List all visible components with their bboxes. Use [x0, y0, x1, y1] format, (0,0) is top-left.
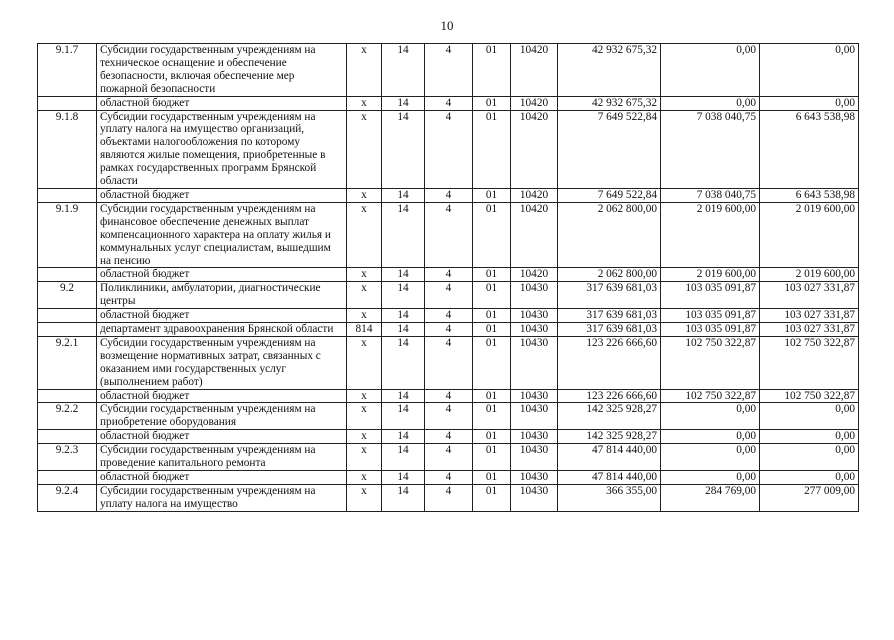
pr-code-cell: 4 — [425, 110, 473, 188]
amount-1-cell: 142 325 928,27 — [558, 430, 661, 444]
kv-code-cell: х — [347, 336, 382, 389]
cs-code-cell: 10430 — [511, 336, 558, 389]
amount-1-cell: 7 649 522,84 — [558, 188, 661, 202]
rz-code-cell: 14 — [382, 282, 425, 309]
cs-code-cell: 10430 — [511, 282, 558, 309]
st-code-cell: 01 — [473, 323, 511, 337]
rz-code-cell: 14 — [382, 188, 425, 202]
pr-code-cell: 4 — [425, 282, 473, 309]
kv-code-cell: х — [347, 430, 382, 444]
st-code-cell: 01 — [473, 268, 511, 282]
st-code-cell: 01 — [473, 403, 511, 430]
row-number-cell — [38, 309, 97, 323]
rz-code-cell: 14 — [382, 202, 425, 268]
row-number-cell — [38, 471, 97, 485]
pr-code-cell: 4 — [425, 389, 473, 403]
rz-code-cell: 14 — [382, 336, 425, 389]
amount-1-cell: 42 932 675,32 — [558, 96, 661, 110]
amount-3-cell: 102 750 322,87 — [760, 389, 859, 403]
pr-code-cell: 4 — [425, 444, 473, 471]
row-number-cell — [38, 430, 97, 444]
cs-code-cell: 10430 — [511, 403, 558, 430]
amount-2-cell: 0,00 — [661, 471, 760, 485]
amount-2-cell: 102 750 322,87 — [661, 336, 760, 389]
amount-1-cell: 317 639 681,03 — [558, 309, 661, 323]
kv-code-cell: х — [347, 484, 382, 511]
cs-code-cell: 10420 — [511, 202, 558, 268]
st-code-cell: 01 — [473, 44, 511, 97]
rz-code-cell: 14 — [382, 471, 425, 485]
row-number-cell: 9.2.3 — [38, 444, 97, 471]
pr-code-cell: 4 — [425, 484, 473, 511]
kv-code-cell: х — [347, 403, 382, 430]
row-name-cell: областной бюджет — [97, 389, 347, 403]
cs-code-cell: 10430 — [511, 323, 558, 337]
amount-1-cell: 317 639 681,03 — [558, 323, 661, 337]
kv-code-cell: х — [347, 96, 382, 110]
amount-2-cell: 0,00 — [661, 96, 760, 110]
cs-code-cell: 10420 — [511, 44, 558, 97]
st-code-cell: 01 — [473, 309, 511, 323]
pr-code-cell: 4 — [425, 309, 473, 323]
row-name-cell: Поликлиники, амбулатории, диагностические центры — [97, 282, 347, 309]
rz-code-cell: 14 — [382, 44, 425, 97]
amount-1-cell: 42 932 675,32 — [558, 44, 661, 97]
kv-code-cell: х — [347, 282, 382, 309]
rz-code-cell: 14 — [382, 96, 425, 110]
st-code-cell: 01 — [473, 336, 511, 389]
row-number-cell: 9.2.1 — [38, 336, 97, 389]
table-row — [38, 484, 859, 511]
amount-3-cell: 103 027 331,87 — [760, 309, 859, 323]
row-name-cell: областной бюджет — [97, 268, 347, 282]
kv-code-cell: х — [347, 202, 382, 268]
amount-2-cell: 103 035 091,87 — [661, 282, 760, 309]
amount-1-cell: 7 649 522,84 — [558, 110, 661, 188]
kv-code-cell: х — [347, 309, 382, 323]
row-number-cell — [38, 268, 97, 282]
table-row — [38, 336, 859, 389]
amount-3-cell: 2 019 600,00 — [760, 202, 859, 268]
st-code-cell: 01 — [473, 282, 511, 309]
kv-code-cell: х — [347, 389, 382, 403]
st-code-cell: 01 — [473, 471, 511, 485]
pr-code-cell: 4 — [425, 202, 473, 268]
st-code-cell: 01 — [473, 202, 511, 268]
row-number-cell: 9.1.9 — [38, 202, 97, 268]
amount-2-cell: 0,00 — [661, 403, 760, 430]
amount-1-cell: 123 226 666,60 — [558, 389, 661, 403]
cs-code-cell: 10430 — [511, 430, 558, 444]
amount-3-cell: 0,00 — [760, 403, 859, 430]
amount-2-cell: 7 038 040,75 — [661, 188, 760, 202]
cs-code-cell: 10420 — [511, 110, 558, 188]
pr-code-cell: 4 — [425, 403, 473, 430]
row-name-cell: областной бюджет — [97, 471, 347, 485]
table-row — [38, 389, 859, 403]
amount-1-cell: 317 639 681,03 — [558, 282, 661, 309]
amount-3-cell: 0,00 — [760, 471, 859, 485]
cs-code-cell: 10420 — [511, 268, 558, 282]
row-name-cell: областной бюджет — [97, 96, 347, 110]
table-row — [38, 309, 859, 323]
pr-code-cell: 4 — [425, 188, 473, 202]
row-number-cell — [38, 188, 97, 202]
pr-code-cell: 4 — [425, 268, 473, 282]
rz-code-cell: 14 — [382, 323, 425, 337]
row-number-cell — [38, 323, 97, 337]
amount-3-cell: 277 009,00 — [760, 484, 859, 511]
row-number-cell — [38, 96, 97, 110]
table-row — [38, 96, 859, 110]
budget-table — [37, 43, 859, 512]
row-name-cell: областной бюджет — [97, 188, 347, 202]
st-code-cell: 01 — [473, 430, 511, 444]
amount-3-cell: 2 019 600,00 — [760, 268, 859, 282]
amount-2-cell: 2 019 600,00 — [661, 202, 760, 268]
amount-2-cell: 102 750 322,87 — [661, 389, 760, 403]
pr-code-cell: 4 — [425, 336, 473, 389]
amount-3-cell: 0,00 — [760, 430, 859, 444]
amount-3-cell: 103 027 331,87 — [760, 282, 859, 309]
amount-2-cell: 0,00 — [661, 444, 760, 471]
amount-3-cell: 103 027 331,87 — [760, 323, 859, 337]
row-number-cell — [38, 389, 97, 403]
amount-1-cell: 123 226 666,60 — [558, 336, 661, 389]
amount-1-cell: 47 814 440,00 — [558, 444, 661, 471]
amount-2-cell: 284 769,00 — [661, 484, 760, 511]
table-row — [38, 471, 859, 485]
cs-code-cell: 10430 — [511, 471, 558, 485]
row-name-cell: областной бюджет — [97, 430, 347, 444]
row-name-cell: областной бюджет — [97, 309, 347, 323]
cs-code-cell: 10430 — [511, 309, 558, 323]
rz-code-cell: 14 — [382, 430, 425, 444]
cs-code-cell: 10420 — [511, 96, 558, 110]
st-code-cell: 01 — [473, 444, 511, 471]
page-number: 10 — [440, 18, 454, 33]
st-code-cell: 01 — [473, 110, 511, 188]
amount-3-cell: 0,00 — [760, 444, 859, 471]
kv-code-cell: х — [347, 188, 382, 202]
pr-code-cell: 4 — [425, 430, 473, 444]
cs-code-cell: 10430 — [511, 484, 558, 511]
amount-1-cell: 366 355,00 — [558, 484, 661, 511]
table-row — [38, 44, 859, 97]
pr-code-cell: 4 — [425, 96, 473, 110]
rz-code-cell: 14 — [382, 309, 425, 323]
row-name-cell: Субсидии государственным учреждениям на приобретение оборудования — [97, 403, 347, 430]
row-name-cell: Субсидии государственным учреждениям на возмещение нормативных затрат, связанных с оказанием ими государственных услуг (выполнением работ) — [97, 336, 347, 389]
table-row — [38, 403, 859, 430]
row-number-cell: 9.2.4 — [38, 484, 97, 511]
row-number-cell: 9.1.7 — [38, 44, 97, 97]
table-body — [38, 44, 859, 512]
table-row — [38, 202, 859, 268]
row-name-cell: департамент здравоохранения Брянской области — [97, 323, 347, 337]
row-name-cell: Субсидии государственным учреждениям на уплату налога на имущество — [97, 484, 347, 511]
amount-2-cell: 0,00 — [661, 44, 760, 97]
amount-2-cell: 2 019 600,00 — [661, 268, 760, 282]
amount-2-cell: 0,00 — [661, 430, 760, 444]
table-row — [38, 268, 859, 282]
cs-code-cell: 10420 — [511, 188, 558, 202]
table-row — [38, 110, 859, 188]
kv-code-cell: х — [347, 268, 382, 282]
kv-code-cell: х — [347, 110, 382, 188]
rz-code-cell: 14 — [382, 110, 425, 188]
table-row — [38, 430, 859, 444]
amount-2-cell: 103 035 091,87 — [661, 323, 760, 337]
kv-code-cell: х — [347, 44, 382, 97]
table-row — [38, 444, 859, 471]
pr-code-cell: 4 — [425, 471, 473, 485]
kv-code-cell: х — [347, 444, 382, 471]
amount-3-cell: 6 643 538,98 — [760, 110, 859, 188]
st-code-cell: 01 — [473, 188, 511, 202]
rz-code-cell: 14 — [382, 484, 425, 511]
table-row — [38, 282, 859, 309]
row-name-cell: Субсидии государственным учреждениям на проведение капитального ремонта — [97, 444, 347, 471]
table-row — [38, 323, 859, 337]
row-name-cell: Субсидии государственным учреждениям на уплату налога на имущество организаций, объектами налогообложения по которому являются жилые помещения, приобретенные в рамках государственных программ Брянской области — [97, 110, 347, 188]
row-name-cell: Субсидии государственным учреждениям на финансовое обеспечение денежных выплат компенсационного характера на оплату жилья и коммунальных услуг специалистам, вышедшим на пенсию — [97, 202, 347, 268]
pr-code-cell: 4 — [425, 323, 473, 337]
amount-2-cell: 7 038 040,75 — [661, 110, 760, 188]
row-number-cell: 9.2.2 — [38, 403, 97, 430]
amount-2-cell: 103 035 091,87 — [661, 309, 760, 323]
amount-3-cell: 6 643 538,98 — [760, 188, 859, 202]
amount-3-cell: 0,00 — [760, 96, 859, 110]
amount-1-cell: 2 062 800,00 — [558, 202, 661, 268]
row-number-cell: 9.2 — [38, 282, 97, 309]
kv-code-cell: 814 — [347, 323, 382, 337]
kv-code-cell: х — [347, 471, 382, 485]
rz-code-cell: 14 — [382, 389, 425, 403]
rz-code-cell: 14 — [382, 444, 425, 471]
rz-code-cell: 14 — [382, 403, 425, 430]
table-row — [38, 188, 859, 202]
cs-code-cell: 10430 — [511, 444, 558, 471]
amount-1-cell: 2 062 800,00 — [558, 268, 661, 282]
row-name-cell: Субсидии государственным учреждениям на техническое оснащение и обеспечение безопасности, включая обеспечение мер пожарной безопасности — [97, 44, 347, 97]
rz-code-cell: 14 — [382, 268, 425, 282]
st-code-cell: 01 — [473, 389, 511, 403]
st-code-cell: 01 — [473, 96, 511, 110]
pr-code-cell: 4 — [425, 44, 473, 97]
amount-1-cell: 142 325 928,27 — [558, 403, 661, 430]
st-code-cell: 01 — [473, 484, 511, 511]
amount-3-cell: 0,00 — [760, 44, 859, 97]
amount-3-cell: 102 750 322,87 — [760, 336, 859, 389]
row-number-cell: 9.1.8 — [38, 110, 97, 188]
amount-1-cell: 47 814 440,00 — [558, 471, 661, 485]
cs-code-cell: 10430 — [511, 389, 558, 403]
